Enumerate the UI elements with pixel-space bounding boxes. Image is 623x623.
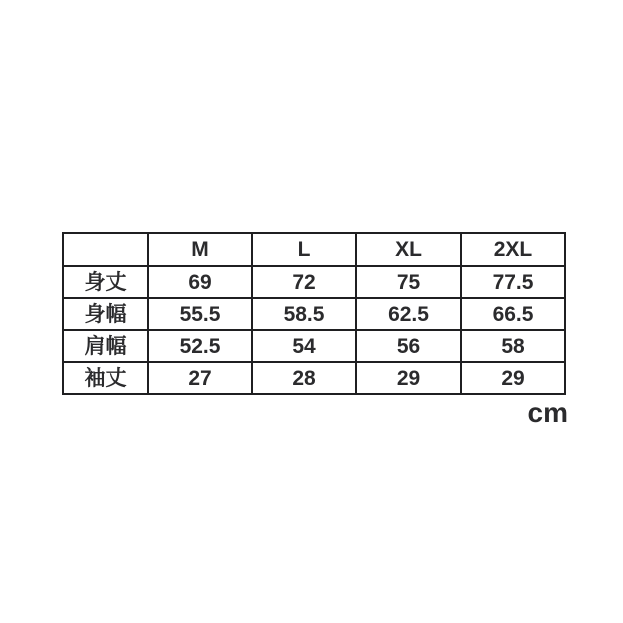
column-header-l: L bbox=[252, 233, 356, 266]
table-cell: 27 bbox=[148, 362, 252, 394]
table-row-body-length bbox=[63, 266, 565, 298]
table-cell: 29 bbox=[356, 362, 461, 394]
table-cell: 29 bbox=[461, 362, 565, 394]
table-cell: 62.5 bbox=[356, 298, 461, 330]
table-cell: 28 bbox=[252, 362, 356, 394]
column-header-2xl: 2XL bbox=[461, 233, 565, 266]
table-cell: 58.5 bbox=[252, 298, 356, 330]
table-cell: 72 bbox=[252, 266, 356, 298]
table-cell: 77.5 bbox=[461, 266, 565, 298]
table-cell: 52.5 bbox=[148, 330, 252, 362]
table-cell: 66.5 bbox=[461, 298, 565, 330]
table-cell: 56 bbox=[356, 330, 461, 362]
table-row-shoulder-width bbox=[63, 330, 565, 362]
table-row-sleeve-length bbox=[63, 362, 565, 394]
row-label-body-width: 身幅 bbox=[63, 298, 148, 330]
row-label-sleeve-length: 袖丈 bbox=[63, 362, 148, 394]
row-label-shoulder-width: 肩幅 bbox=[63, 330, 148, 362]
row-label-body-length: 身丈 bbox=[63, 266, 148, 298]
table-cell: 58 bbox=[461, 330, 565, 362]
header-row bbox=[63, 233, 565, 266]
column-header-m: M bbox=[148, 233, 252, 266]
table-cell: 75 bbox=[356, 266, 461, 298]
table-cell: 54 bbox=[252, 330, 356, 362]
unit-label: cm bbox=[527, 397, 568, 428]
table-cell: 55.5 bbox=[148, 298, 252, 330]
column-header-xl: XL bbox=[356, 233, 461, 266]
table-row-body-width bbox=[63, 298, 565, 330]
corner-cell bbox=[63, 233, 148, 266]
size-chart-table bbox=[62, 232, 566, 395]
table-cell: 69 bbox=[148, 266, 252, 298]
